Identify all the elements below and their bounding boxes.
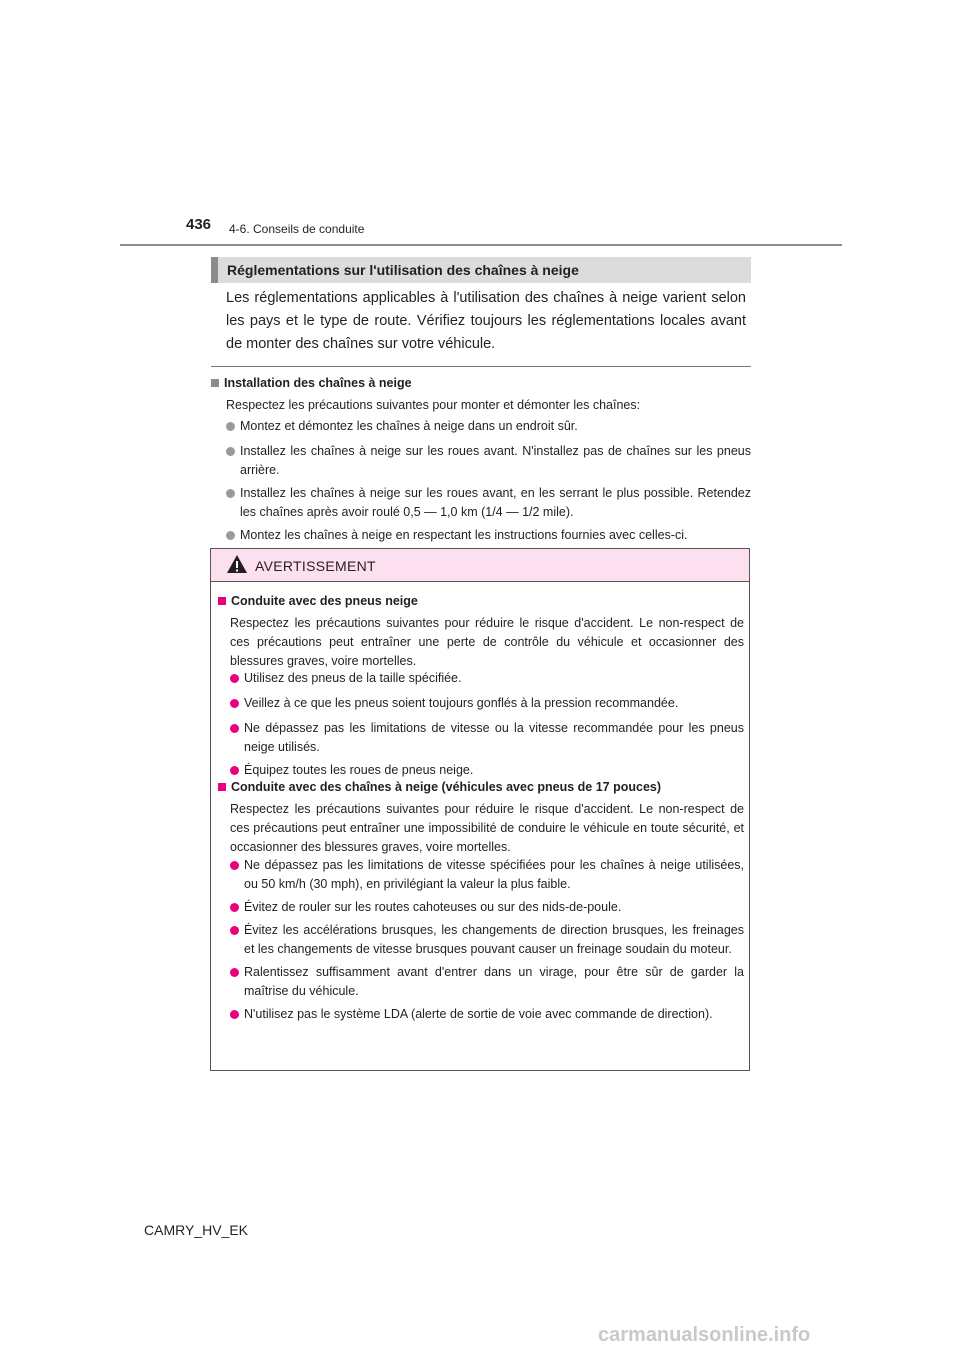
installation-lead: Respectez les précautions suivantes pour monter et démonter les chaînes: bbox=[226, 398, 641, 412]
bullet-icon bbox=[226, 531, 235, 540]
warning-lead-snow-chains: Respectez les précautions suivantes pour réduire le risque d'accident. Le non-respect de ces précautions peut entraîner une impossibilité de conduire le véhicule en toute sécurité, et occasionner des blessures graves, voire mortelles. bbox=[230, 802, 744, 854]
warning-box bbox=[210, 548, 750, 1071]
watermark: carmanualsonline.info bbox=[598, 1324, 811, 1346]
list-item: Ralentissez suffisamment avant d'entrer dans un virage, pour être sûr de garder la maîtrise du véhicule. bbox=[230, 963, 744, 1001]
list-item: Ne dépassez pas les limitations de vitesse spécifiées pour les chaînes à neige utilisées, ou 50 km/h (30 mph), en privilégiant la valeur la plus faible. bbox=[230, 856, 744, 894]
bullet-icon bbox=[226, 447, 235, 456]
bullet-icon bbox=[230, 861, 239, 870]
list-item: Montez les chaînes à neige en respectant les instructions fournies avec celles-ci. bbox=[226, 526, 751, 545]
section-title-bar bbox=[211, 257, 751, 283]
bullet-icon bbox=[230, 1010, 239, 1019]
warning-list-snow-tires bbox=[230, 669, 744, 780]
warning-heading-text: Conduite avec des chaînes à neige (véhicules avec pneus de 17 pouces) bbox=[231, 780, 662, 794]
list-item: Évitez les accélérations brusques, les changements de direction brusques, les freinages et les changements de vitesse brusques pouvant causer un freinage soudain du moteur. bbox=[230, 921, 744, 959]
list-item: Équipez toutes les roues de pneus neige. bbox=[230, 761, 744, 780]
warning-triangle-icon bbox=[226, 554, 248, 574]
list-item: N'utilisez pas le système LDA (alerte de sortie de voie avec commande de direction). bbox=[230, 1005, 744, 1024]
installation-list bbox=[226, 417, 751, 545]
list-item: Veillez à ce que les pneus soient toujours gonflés à la pression recommandée. bbox=[230, 694, 744, 713]
warning-list-snow-chains bbox=[230, 856, 744, 1024]
running-head: 4-6. Conseils de conduite bbox=[229, 222, 365, 236]
section-title: Réglementations sur l'utilisation des chaînes à neige bbox=[227, 262, 579, 278]
list-item: Installez les chaînes à neige sur les roues avant, en les serrant le plus possible. Retendez les chaînes après avoir roulé 0,5 — 1,0 km (1/4 — 1/2 mile). bbox=[226, 484, 751, 522]
bullet-icon bbox=[230, 903, 239, 912]
bullet-icon bbox=[226, 489, 235, 498]
page-number: 436 bbox=[186, 216, 212, 233]
list-item: Évitez de rouler sur les routes cahoteuses ou sur des nids-de-poule. bbox=[230, 898, 744, 917]
warning-lead-snow-tires: Respectez les précautions suivantes pour réduire le risque d'accident. Le non-respect de ces précautions peut entraîner une perte de contrôle du véhicule et occasionner des blessures graves, voire mortelles. bbox=[230, 616, 744, 668]
header-rule bbox=[120, 244, 842, 246]
list-item: Ne dépassez pas les limitations de vitesse ou la vitesse recommandée pour les pneus neige utilisés. bbox=[230, 719, 744, 757]
bullet-icon bbox=[230, 968, 239, 977]
square-bullet-icon bbox=[211, 379, 219, 387]
bullet-icon bbox=[230, 766, 239, 775]
bullet-icon bbox=[230, 926, 239, 935]
warning-heading-text: Conduite avec des pneus neige bbox=[231, 594, 418, 608]
list-item: Utilisez des pneus de la taille spécifiée. bbox=[230, 669, 744, 688]
warning-header bbox=[211, 549, 749, 582]
installation-heading-text: Installation des chaînes à neige bbox=[224, 376, 412, 390]
installation-heading bbox=[211, 376, 412, 390]
warning-title: AVERTISSEMENT bbox=[255, 558, 376, 574]
square-bullet-icon bbox=[218, 783, 226, 791]
square-bullet-icon bbox=[218, 597, 226, 605]
bullet-icon bbox=[230, 699, 239, 708]
section-bar-accent bbox=[211, 257, 218, 283]
bullet-icon bbox=[230, 724, 239, 733]
document-footer-code: CAMRY_HV_EK bbox=[144, 1222, 249, 1238]
intro-rule bbox=[211, 366, 751, 367]
list-item: Montez et démontez les chaînes à neige dans un endroit sûr. bbox=[226, 417, 751, 436]
warning-heading-snow-chains bbox=[218, 780, 661, 794]
intro-paragraph: Les réglementations applicables à l'utilisation des chaînes à neige varient selon les pays et le type de route. Vérifiez toujours les réglementations locales avant de monter des chaînes sur votre véhicule. bbox=[226, 290, 746, 352]
list-item: Installez les chaînes à neige sur les roues avant. N'installez pas de chaînes sur les pneus arrière. bbox=[226, 442, 751, 480]
bullet-icon bbox=[230, 674, 239, 683]
warning-heading-snow-tires bbox=[218, 594, 418, 608]
bullet-icon bbox=[226, 422, 235, 431]
